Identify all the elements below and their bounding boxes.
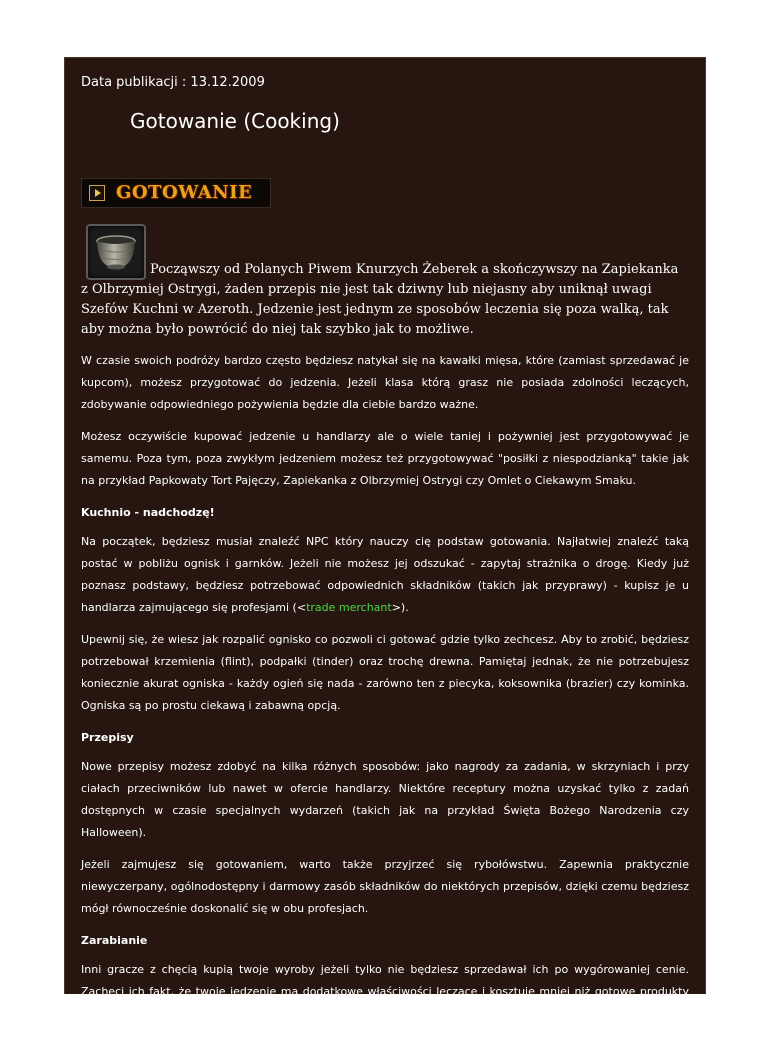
section-banner [81,178,271,208]
paragraph: Jeżeli zajmujesz się gotowaniem, warto także przyjrzeć się rybołówstwu. Zapewnia praktycznie niewyczerpany, ogólnodostępny i darmowy zasób składników do niektórych przepisów, dzięki czemu będziesz mógł równocześnie doskonalić się w obu profesjach. [81,858,689,915]
paragraph: Nowe przepisy możesz zdobyć na kilka różnych sposobów: jako nagrody za zadania, w skrzyniach i przy ciałach przeciwników lub nawet w ofercie handlarzy. Niektóre receptury można uzyskać tylko z zadań dostępnych w czasie specjalnych wydarzeń (takich jak na przykład Święta Bożego Narodzenia czy Halloween). [81,760,689,839]
intro-block [81,224,689,340]
publication-date: Data publikacji : 13.12.2009 [81,75,265,90]
paragraph: Możesz oczywiście kupować jedzenie u handlarzy ale o wiele taniej i pożywniej jest przygotowywać je samemu. Poza tym, poza zwykłym jedzeniem możesz też przygotowywać "posiłki z niespodzianką" takie jak na przykład Papkowaty Tort Pajęczy, Zapiekanka z Olbrzymiej Ostrygi czy Omlet o Ciekawym Smaku. [81,430,689,487]
paragraph [81,531,689,619]
section-heading: Dodatkowe informacje [81,1039,221,1052]
section-heading: Kuchnio - nadchodzę! [81,506,215,519]
page-title: Gotowanie (Cooking) [130,109,340,133]
section-heading: Przepisy [81,731,134,744]
play-icon [89,185,105,201]
paragraph: W czasie swoich podróży bardzo często będziesz natykał się na kawałki mięsa, które (zamiast sprzedawać je kupcom), możesz przygotować do jedzenia. Jeżeli klasa którą grasz nie posiada zdolności leczących, zdobywanie odpowiedniego pożywienia będzie dla ciebie bardzo ważne. [81,354,689,411]
cooking-pot-icon [86,224,146,280]
section-heading: Zarabianie [81,934,148,947]
paragraph: Inni gracze z chęcią kupią twoje wyroby jeżeli tylko nie będziesz sprzedawał ich po wygórowaniej cenie. Zachęci ich fakt, że twoje jedzenie ma dodatkowe właściwości leczące i kosztuje mniej niż gotowe produkty dostępne w karczmach i tawernach. [81,963,689,1020]
article-panel [64,57,706,1052]
intro-text: Począwszy od Polanych Piwem Knurzych Żeberek a skończywszy na Zapiekanka z Olbrzymiej Ostrygi, żaden przepis nie jest tak dziwny lub niejasny aby uniknął uwagi Szefów Kuchni w Azeroth. Jedzenie jest jednym ze sposobów leczenia się poza walką, tak aby można było powrócić do niej tak szybko jak to możliwe. [81,262,679,337]
banner-label: GOTOWANIE [116,182,253,203]
paragraph: Upewnij się, że wiesz jak rozpalić ognisko co pozwoli ci gotować gdzie tylko zechcesz. Aby to zrobić, będziesz potrzebował krzemienia (flint), podpałki (tinder) oraz trochę drewna. Pamiętaj jednak, że nie potrzebujesz koniecznie akurat ogniska - każdy ogień się nada - zarówno ten z piecyka, koksownika (brazier) czy kominka. Ogniska są po prostu ciekawą i zabawną opcją. [81,633,689,712]
trade-merchant-link[interactable]: trade merchant [306,601,392,614]
paragraph-text: Na początek, będziesz musiał znaleźć NPC który nauczy cię podstaw gotowania. Najłatwiej znaleźć taką postać w pobliżu ognisk i garnków. Jeżeli nie możesz jej odszukać - zapytaj strażnika o drogę. Kiedy już poznasz podstawy, będziesz potrzebować odpowiednich składników (takich jak przyprawy) - kupisz je u handlarza zajmującego się profesjami (< [81,535,689,614]
paragraph-text: >). [391,601,409,614]
